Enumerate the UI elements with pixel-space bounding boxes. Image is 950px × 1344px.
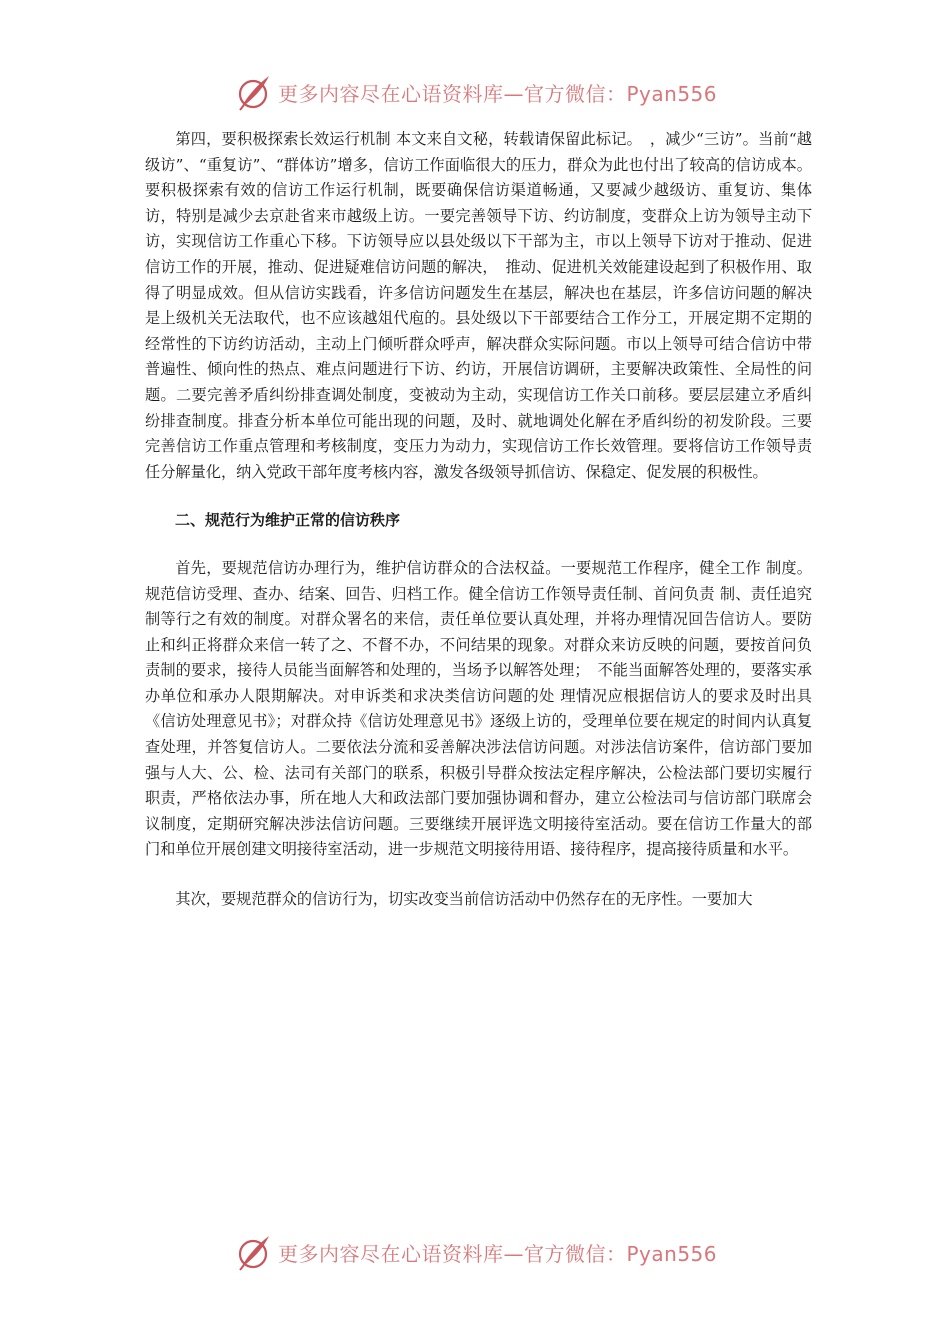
paragraph: 其次，要规范群众的信访行为，切实改变当前信访活动中仍然存在的无序性。一要加大 <box>175 890 753 909</box>
paragraph: 首先，要规范信访办理行为，维护信访群众的合法权益。一要规范工作程序，健全工作 制度。规范信访受理、查办、结案、回告、归档工作。健全信访工作领导责任制、首问负责 制、责任追究制等行之有效的制度。对群众署名的来信，责任单位要认真处理，并将办理情况回告信访人。要防止和纠正将群众来信一转了之、不督不办，不问结果的现象。对群众来访反映的问题，要按首问负责制的要求，接待人员能当面解答和处理的，当场予以解答处理； 不能当面解答处理的，要落实承办单位和承办人限期解决。对申诉类和求决类信访问题的处 理情况应根据信访人的要求及时出具《信访处理意见书》；对群众持《信访处理意见书》逐级上访的，受理单位要在规定的时间内认真复查处理，并答复信访人。二要依法分流和妥善解决涉法信访问题。对涉法信访案件，信访部门要加强与人大、公、检、法司有关部门的联系，积极引导群众按法定程序解决，公检法部门要切实履行职责，严格依法办事，所在地人大和政法部门要加强协调和督办，建立公检法司与信访部门联席会议制度，定期研究解决涉法信访问题。三要继续开展评选文明接待室活动。要在信访工作量大的部门和单位开展创建文明接待室活动，进一步规范文明接待用语、接待程序，提高接待质量和水平。 <box>145 558 812 859</box>
header-banner-text: 更多内容尽在心语资料库—官方微信：Pyan556 <box>278 81 718 106</box>
section-heading: 二、规范行为维护正常的信访秩序 <box>175 511 401 530</box>
paragraph: 第四，要积极探索长效运行机制 本文来自文秘，转载请保留此标记。 ，减少“三访”。当前“越级访”、“重复访”、“群体访”增多，信访工作面临很大的压力，群众为此也付出了较高的信访成本。要积极探索有效的信访工作运行机制，既要确保信访渠道畅通，又要减少越级访、重复访、集体访，特别是减少去京赴省来市越级上访。一要完善领导下访、约访制度，变群众上访为领导主动下访，实现信访工作重心下移。下访领导应以县处级以下干部为主，市以上领导下访对于推动、促进信访工作的开展，推动、促进疑难信访问题的解决， 推动、促进机关效能建设起到了积极作用、取得了明显成效。但从信访实践看，许多信访问题发生在基层，解决也在基层，许多信访问题的解决是上级机关无法取代，也不应该越俎代庖的。县处级以下干部要结合工作分工，开展定期不定期的经常性的下访约访活动，主动上门倾听群众呼声，解决群众实际问题。市以上领导可结合信访中带普遍性、倾向性的热点、难点问题进行下访、约访，开展信访调研，主要解决政策性、全局性的问题。二要完善矛盾纠纷排查调处制度，变被动为主动，实现信访工作关口前移。要层层建立矛盾纠纷排查制度。排查分析本单位可能出现的问题，及时、就地调处化解在矛盾纠纷的初发阶段。三要完善信访工作重点管理和考核制度，变压力为动力，实现信访工作长效管理。要将信访工作领导责任分解量化，纳入党政干部年度考核内容，激发各级领导抓信访、保稳定、促发展的积极性。 <box>145 130 812 481</box>
footer-banner-text: 更多内容尽在心语资料库—官方微信：Pyan556 <box>278 1241 718 1266</box>
footer-banner <box>234 1230 717 1274</box>
document-body <box>145 122 812 913</box>
quill-pen-icon <box>234 1232 274 1272</box>
header-banner <box>234 70 717 114</box>
quill-pen-icon <box>234 72 274 112</box>
